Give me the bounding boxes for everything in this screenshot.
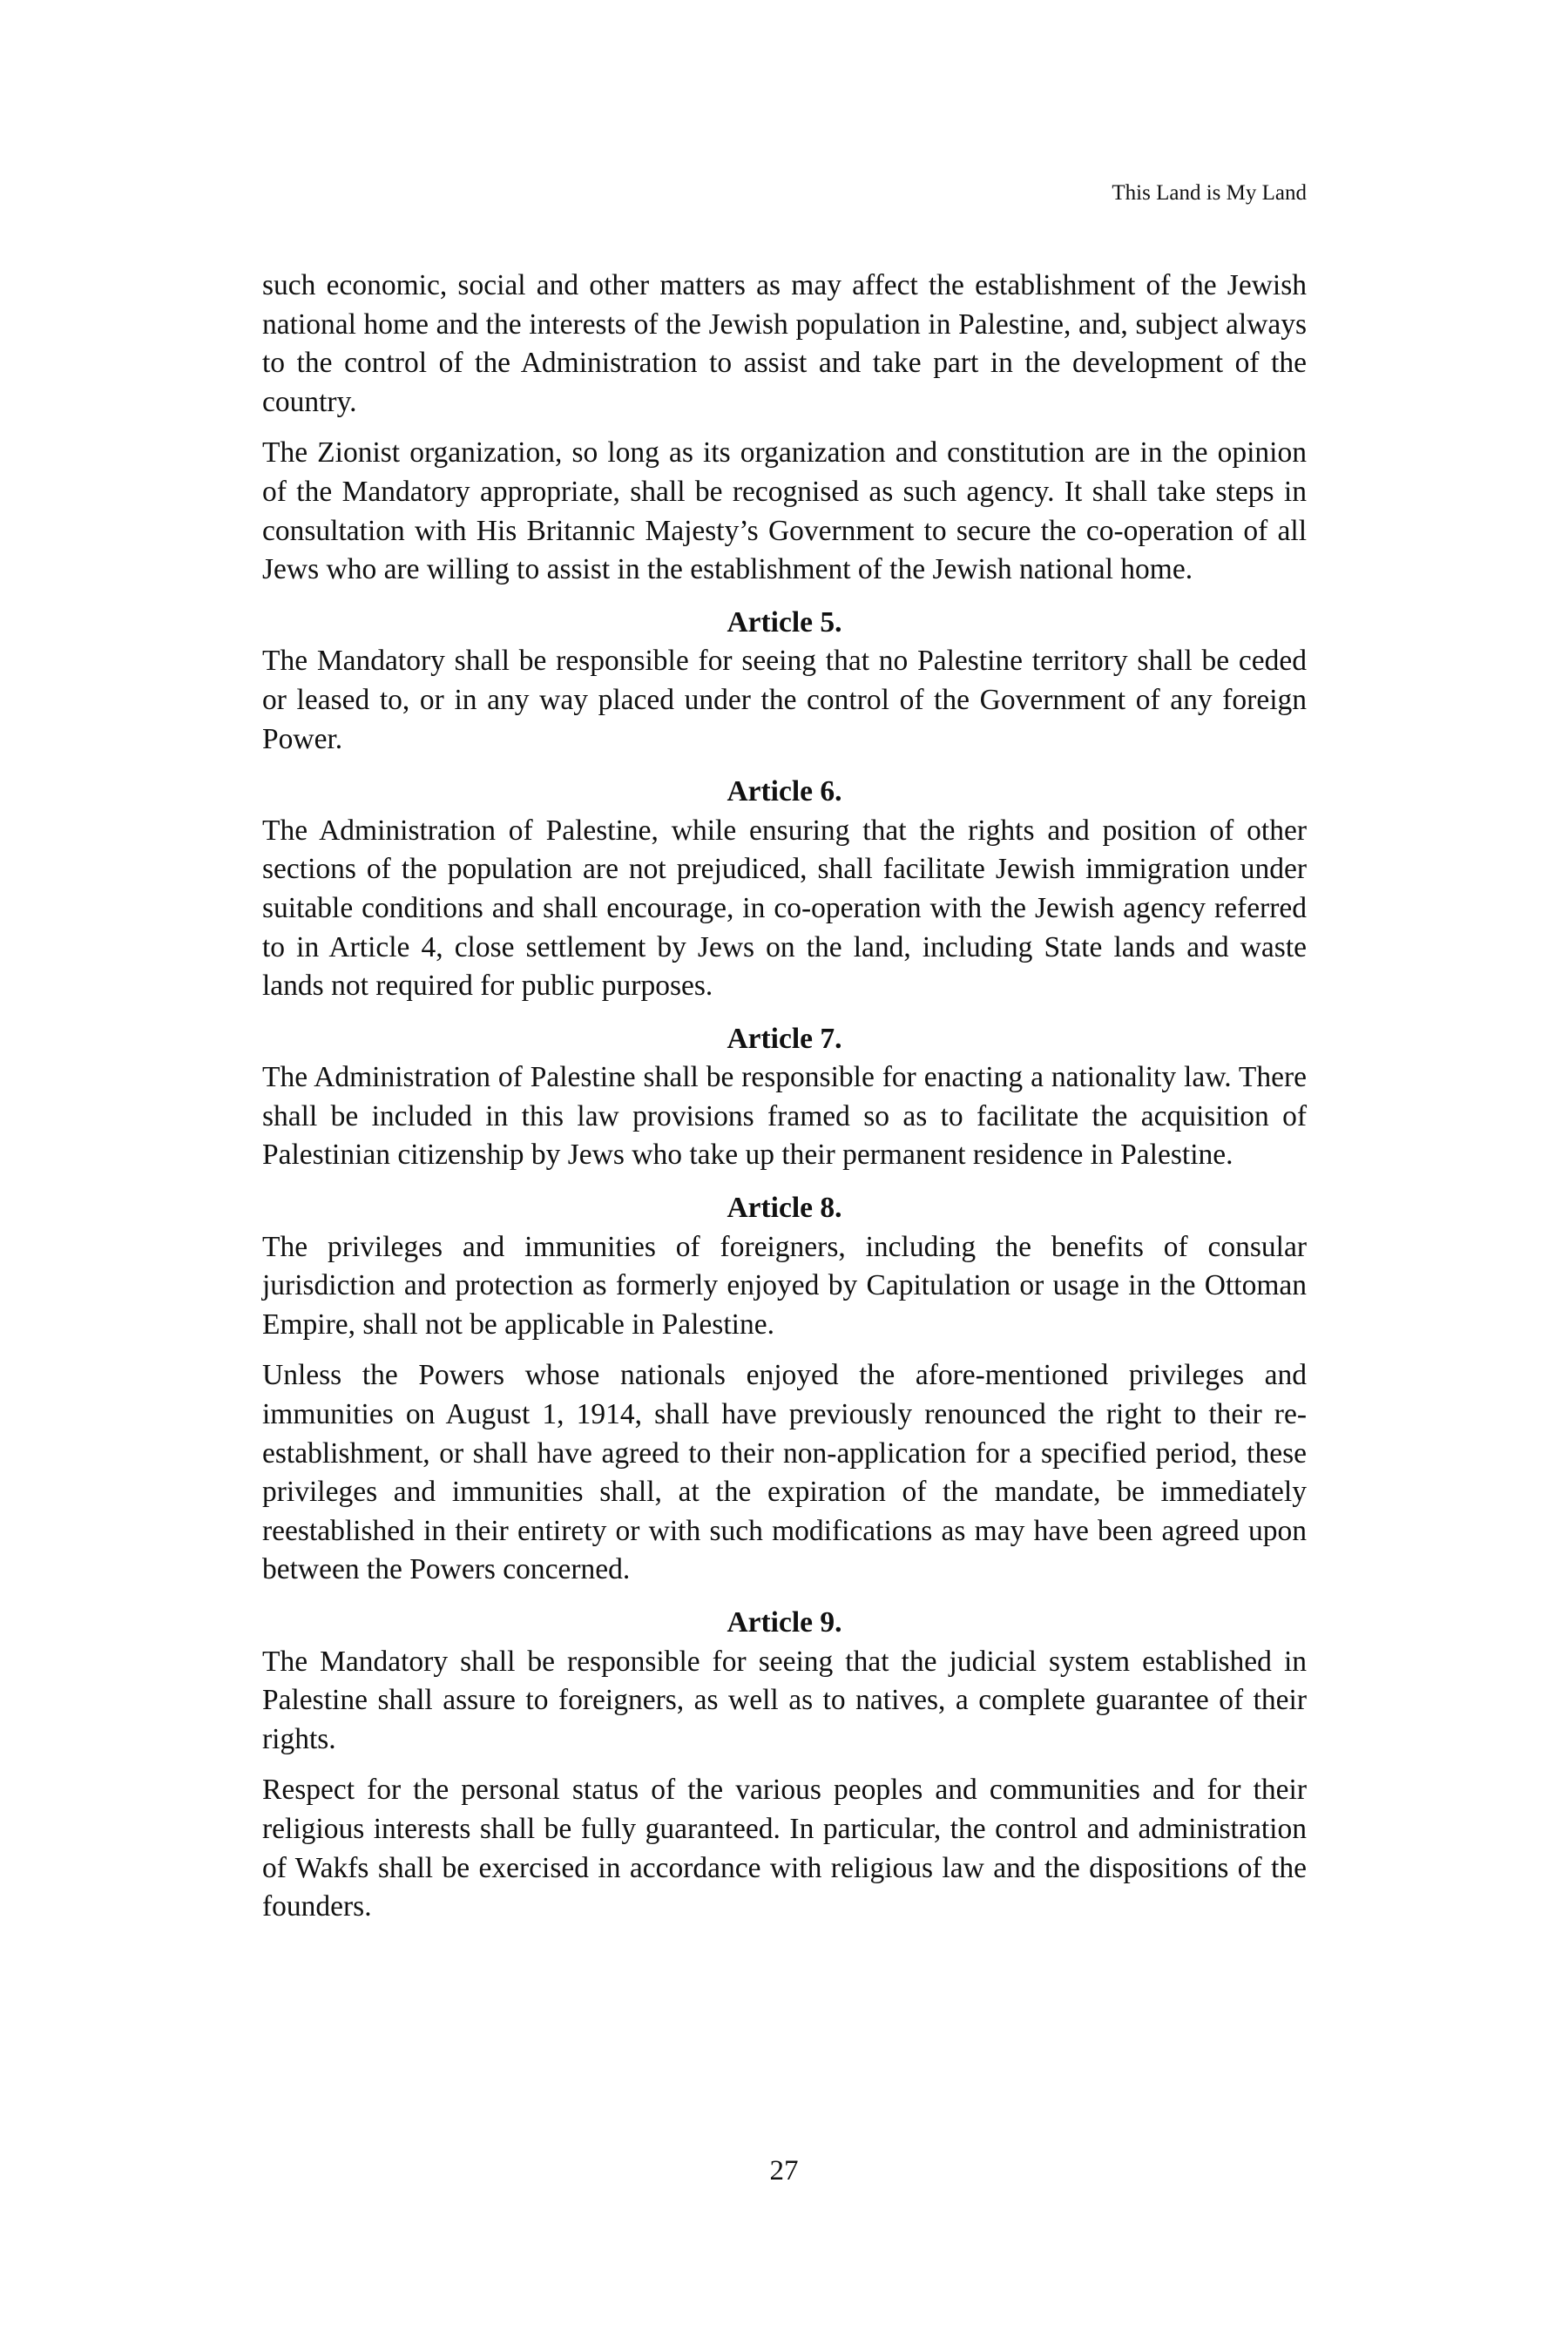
paragraph: such economic, social and other matters as may affect the establishment of the Jewish national home and the interests of the Jewish population in Palestine, and, subject always to the control of the Administration to assist and take part in the development of the country. — [262, 269, 1307, 418]
article-5-paragraph: The Mandatory shall be responsible for seeing that no Palestine territory shall be ceded or leased to, or in any way placed under the control of the Government of any foreign Power. — [262, 645, 1307, 755]
running-header: This Land is My Land — [1112, 181, 1307, 205]
article-6-paragraph: The Administration of Palestine, while ensuring that the rights and position of other sections of the population are not prejudiced, shall facilitate Jewish immigration under suitable conditions and shall encourage, in co-operation with the Jewish agency referred to in Article 4, close settlement by Jews on the land, including State lands and waste lands not required for public purposes. — [262, 814, 1307, 1003]
article-8-paragraph-2: Unless the Powers whose nationals enjoyed the afore-mentioned privileges and immunities on August 1, 1914, shall have previously renounced the right to their re-establishment, or shall have agreed to their non-application for a specified period, these privileges and immunities shall, at the expiration of the mandate, be immediately reestablished in their entirety or with such modifications as may have been agreed upon between the Powers concerned. — [262, 1359, 1307, 1586]
body-text — [262, 267, 1307, 1939]
article-8-heading: Article 8. — [727, 1192, 842, 1225]
article-6-heading: Article 6. — [727, 775, 842, 808]
article-7-paragraph: The Administration of Palestine shall be responsible for enacting a nationality law. There shall be included in this law provisions framed so as to facilitate the acquisition of Palestinian citizenship by Jews who take up their permanent residence in Palestine. — [262, 1061, 1307, 1172]
article-9-paragraph-2: Respect for the personal status of the various peoples and communities and for their religious interests shall be fully guaranteed. In particular, the control and administration of Wakfs shall be exercised in accordance with religious law and the dispositions of the founders. — [262, 1774, 1307, 1923]
article-9-paragraph-1: The Mandatory shall be responsible for seeing that the judicial system established in Palestine shall assure to foreigners, as well as to natives, a complete guarantee of their rights. — [262, 1645, 1307, 1755]
article-8-paragraph-1: The privileges and immunities of foreigners, including the benefits of consular jurisdiction and protection as formerly enjoyed by Capitulation or usage in the Ottoman Empire, shall not be applicable in Palestine. — [262, 1230, 1307, 1341]
article-9-heading: Article 9. — [727, 1606, 842, 1639]
paragraph: The Zionist organization, so long as its organization and constitution are in the opinion of the Mandatory appropriate, shall be recognised as such agency. It shall take steps in consultation with His Britannic Majesty’s Government to secure the co-operation of all Jews who are willing to assist in the establishment of the Jewish national home. — [262, 436, 1307, 586]
article-7-heading: Article 7. — [727, 1022, 842, 1055]
article-5-heading: Article 5. — [727, 605, 842, 639]
page-number: 27 — [769, 2155, 799, 2186]
